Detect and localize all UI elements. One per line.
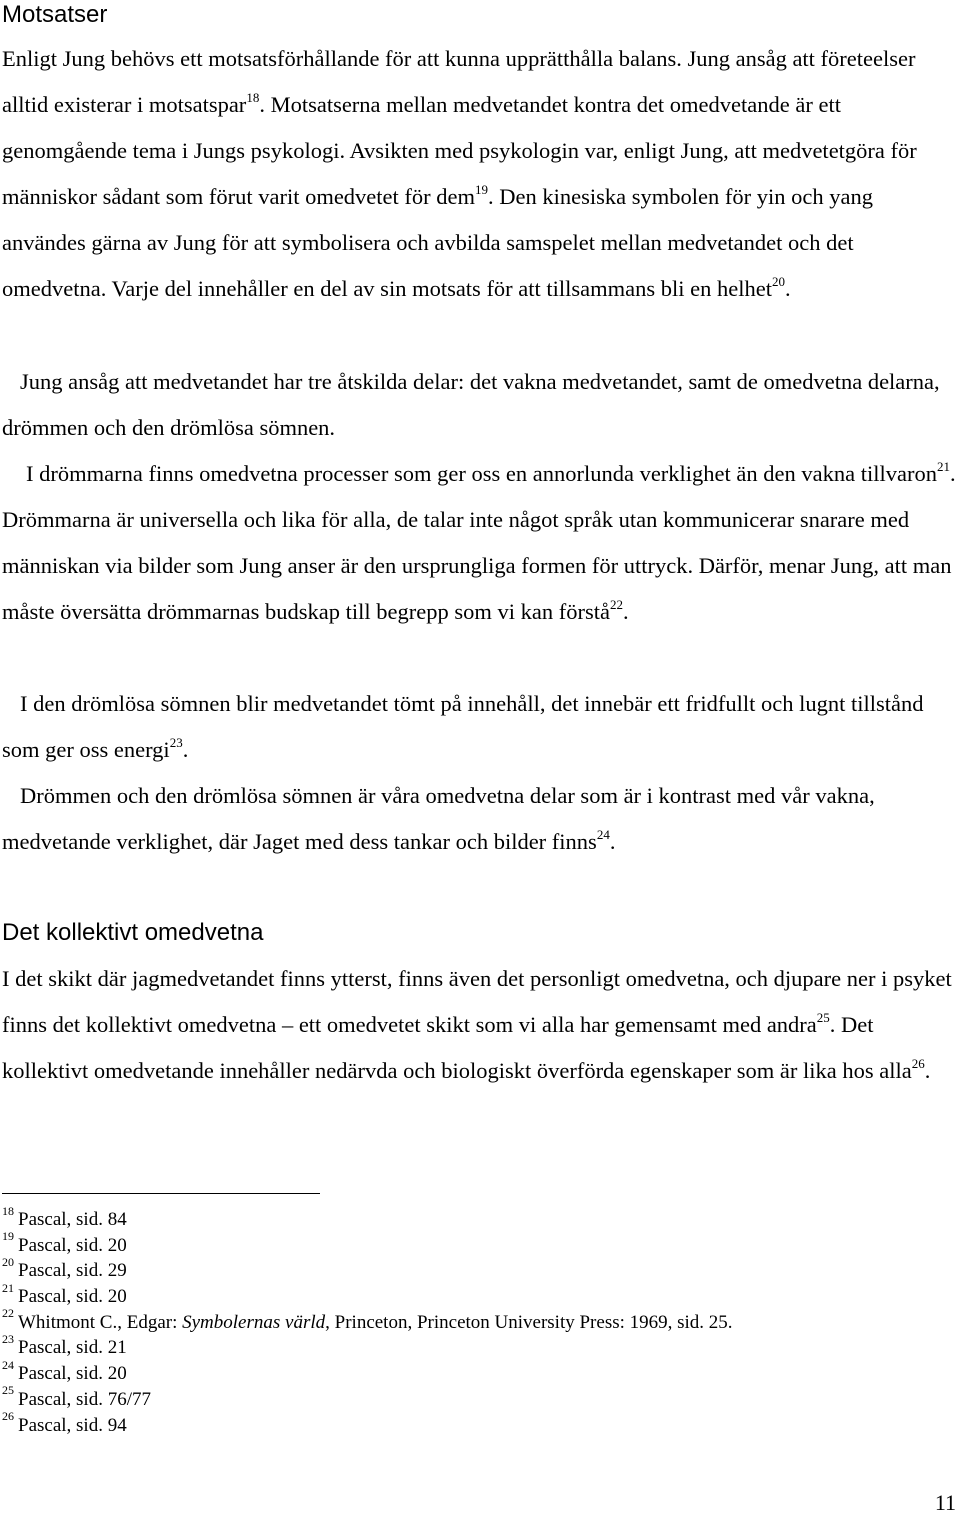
footnote (2, 1229, 733, 1259)
footnote-text: , Princeton, Princeton University Press: 1969, sid. 25. (325, 1311, 733, 1333)
footnote-ref: 19 (475, 181, 489, 197)
text-run: . Drömmarna är universella och lika för alla, de talar inte något språk utan kommunicerar snarare med människan via bilder som Jung anser är den ursprungliga formen för uttryck. Därför, menar Jung, att man måste översätta drömmarnas budskap till begrepp som vi kan förstå (2, 461, 956, 624)
footnote-number: 21 (2, 1280, 14, 1295)
footnote-separator (2, 1193, 320, 1194)
text-run: . Det kollektivt omedvetande innehåller nedärvda och biologiskt överförda egenskaper som är lika hos alla (2, 1012, 912, 1083)
section-heading-motsatser: Motsatser (2, 1, 108, 28)
footnote-number: 22 (2, 1306, 14, 1321)
text-run: I drömmarna finns omedvetna processer som ger oss en annorlunda verklighet än den vakna tillvaron (26, 461, 937, 486)
footnote-text: Pascal, sid. 20 (18, 1234, 127, 1256)
footnote (2, 1255, 733, 1284)
footnote-number: 25 (2, 1383, 14, 1398)
text-run: Enligt Jung behövs ett motsatsförhållande för att kunna upprätthålla balans. Jung ansåg att företeelser alltid existerar i motsatspar (2, 46, 916, 117)
footnote-number: 19 (2, 1229, 14, 1244)
text-run: . Motsatserna mellan medvetandet kontra det omedvetande är ett genomgående tema i Jungs psykologi. Avsikten med psykologin var, enligt Jung, att medvetetgöra för människor sådant som förut varit omedvetet för dem (2, 92, 917, 209)
footnote-number: 20 (2, 1255, 14, 1270)
footnote (2, 1306, 733, 1336)
text-run: . (182, 737, 189, 762)
footnote-text: Pascal, sid. 21 (18, 1337, 127, 1359)
footnotes (2, 1203, 733, 1438)
text-run: I den drömlösa sömnen blir medvetandet tömt på innehåll, det innebär ett fridfullt och lugnt tillstånd som ger oss energi (2, 691, 924, 762)
text-run: I det skikt där jagmedvetandet finns ytterst, finns även det personligt omedvetna, och djupare ner i psyket finns det kollektivt omedvetna – ett omedvetet skikt som vi alla har gemensamt med andra (2, 966, 952, 1037)
footnote-ref: 18 (246, 89, 260, 105)
footnote-number: 24 (2, 1357, 14, 1372)
paragraph (2, 451, 957, 635)
footnote-number: 23 (2, 1332, 14, 1347)
text-run: . (785, 276, 791, 301)
text-run: Drömmen och den drömlösa sömnen är våra omedvetna delar som är i kontrast med vår vakna, medvetande verklighet, där Jaget med dess tankar och bilder finns (2, 783, 875, 854)
footnote-ref: 21 (936, 458, 950, 474)
footnote (2, 1383, 733, 1413)
footnote-text: Whitmont C., Edgar: (18, 1311, 183, 1333)
text-run: . Den kinesiska symbolen för yin och yang användes gärna av Jung för att symbolisera och avbilda samspelet mellan medvetandet och det omedvetna. Varje del innehåller en del av sin motsats för att tillsammans bli en helhet (2, 184, 873, 301)
footnote (2, 1357, 733, 1387)
text-run: Jung ansåg att medvetandet har tre åtskilda delar: det vakna medvetandet, samt de omedvetna delarna, drömmen och den drömlösa sömnen. (2, 369, 940, 440)
footnote-number: 18 (2, 1203, 14, 1218)
footnote-text: Pascal, sid. 76/77 (18, 1388, 151, 1410)
section-heading-kollektivt-omedvetna: Det kollektivt omedvetna (2, 919, 264, 946)
footnote-text: Pascal, sid. 29 (18, 1260, 127, 1282)
text-run: . (622, 599, 629, 624)
paragraph (2, 359, 957, 451)
footnote (2, 1409, 733, 1439)
footnote-ref: 26 (911, 1055, 925, 1071)
footnote-text: Pascal, sid. 94 (18, 1414, 127, 1436)
footnote-ref: 24 (596, 826, 610, 842)
footnote (2, 1332, 733, 1361)
footnote (2, 1203, 733, 1233)
footnote-ref: 23 (169, 734, 183, 750)
paragraph (2, 773, 957, 865)
footnote (2, 1280, 733, 1310)
paragraph (2, 956, 957, 1094)
page-number: 11 (934, 1490, 956, 1515)
footnote-text: Pascal, sid. 84 (18, 1209, 127, 1230)
text-run: . (609, 829, 616, 854)
footnote-book-title: Symbolernas värld (182, 1311, 326, 1333)
footnote-ref: 20 (772, 273, 785, 289)
footnote-number: 26 (2, 1409, 14, 1424)
footnote-ref: 22 (609, 596, 623, 612)
footnote-ref: 25 (816, 1009, 830, 1025)
text-run: . (924, 1058, 931, 1083)
paragraph (2, 36, 957, 312)
paragraph (2, 681, 957, 773)
footnote-text: Pascal, sid. 20 (18, 1286, 127, 1308)
footnote-text: Pascal, sid. 20 (18, 1363, 127, 1385)
